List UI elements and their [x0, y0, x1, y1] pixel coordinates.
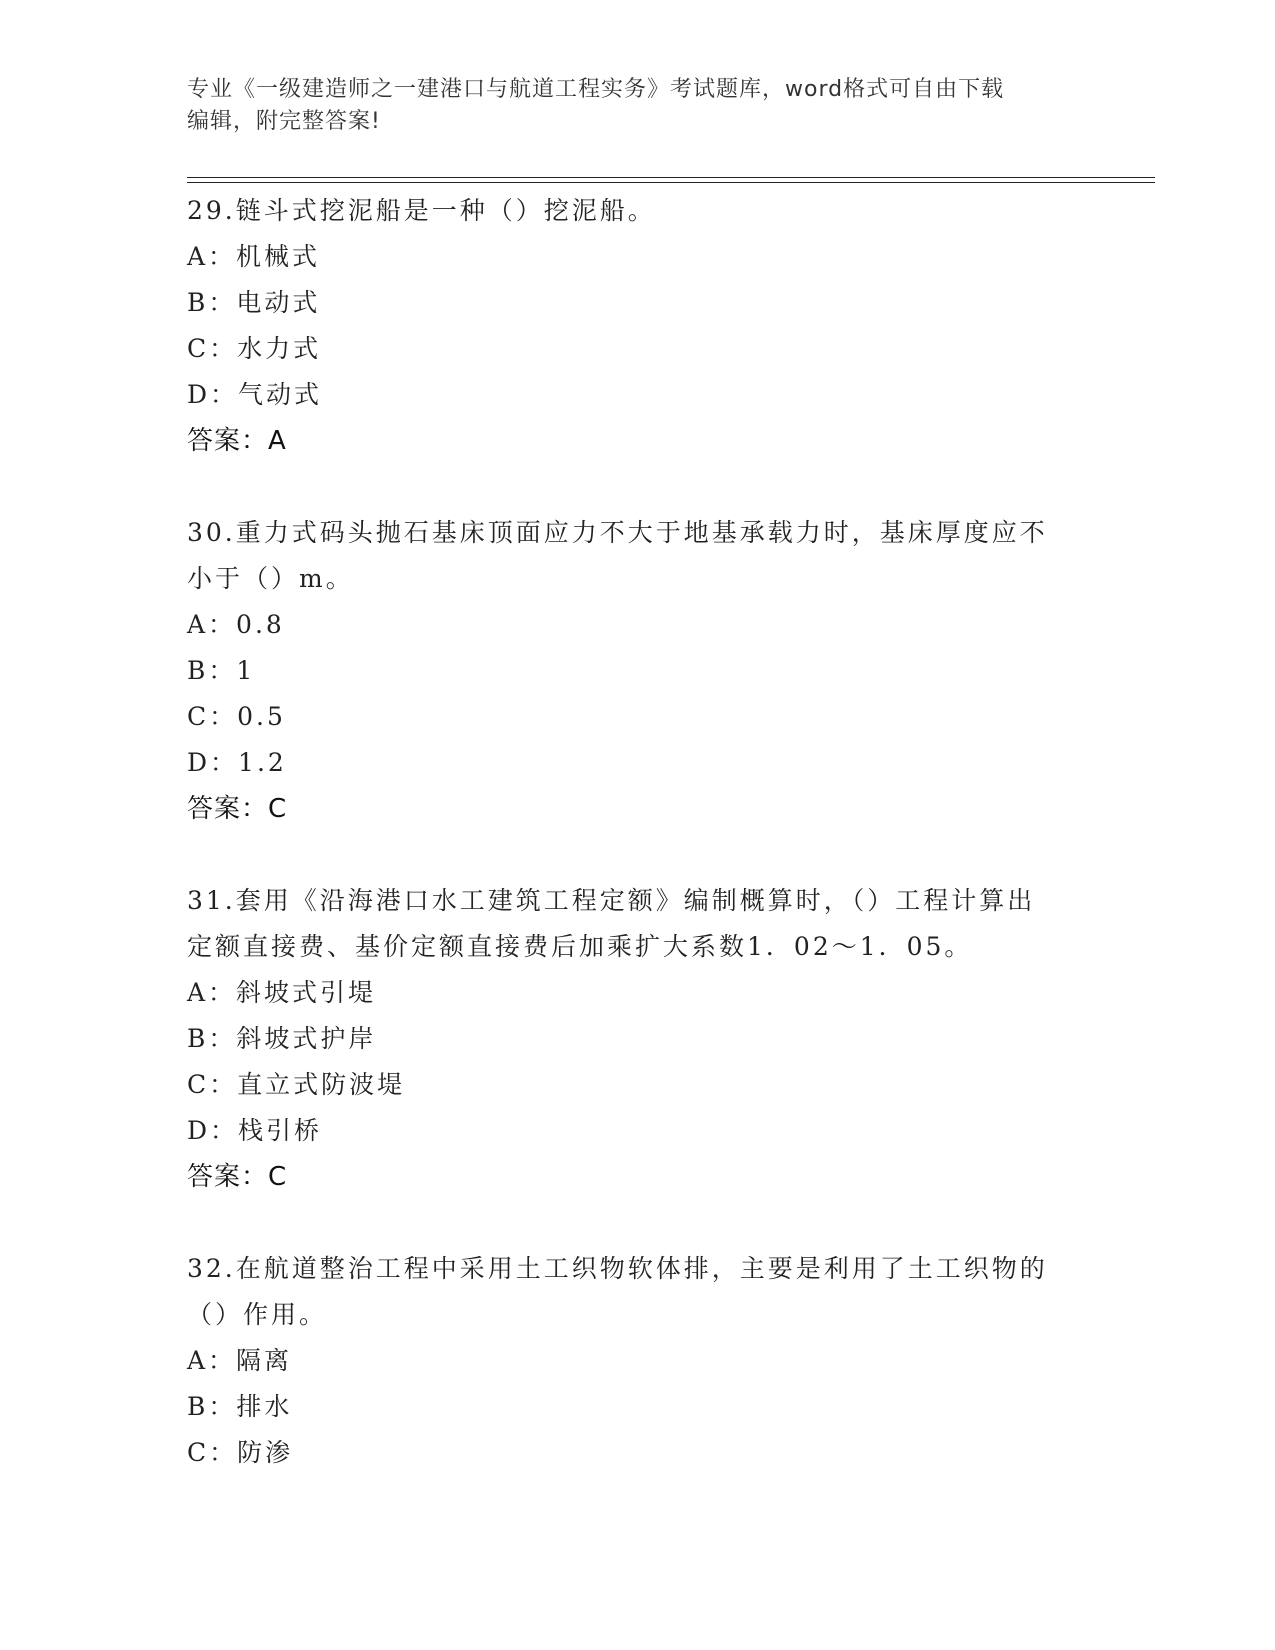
option-c: C：防渗 [187, 1438, 294, 1467]
option-c: C：直立式防波堤 [187, 1070, 406, 1099]
option-b: B：1 [187, 656, 256, 685]
header-line-1: 专业《一级建造师之一建港口与航道工程实务》考试题库，word格式可自由下载 [187, 77, 1005, 102]
option-d: D：栈引桥 [187, 1116, 323, 1145]
option-b: B：排水 [187, 1392, 293, 1421]
option-a: A：隔离 [187, 1346, 293, 1375]
question-stem-continued: 定额直接费、基价定额直接费后加乘扩大系数1．02～1．05。 [187, 932, 973, 961]
question-stem-continued: （）作用。 [187, 1300, 328, 1329]
question-stem: 31.套用《沿海港口水工建筑工程定额》编制概算时，（）工程计算出 [187, 886, 1036, 915]
option-d: D：1.2 [187, 748, 287, 777]
header-divider-top [187, 177, 1155, 178]
question-stem: 29.链斗式挖泥船是一种（）挖泥船。 [187, 196, 656, 225]
option-b: B：斜坡式护岸 [187, 1024, 377, 1053]
question-stem-continued: 小于（）m。 [187, 564, 354, 593]
answer-line: 答案：C [187, 1162, 288, 1192]
question-31 [187, 878, 1087, 1200]
document-header [187, 74, 1067, 138]
option-a: A：斜坡式引堤 [187, 978, 377, 1007]
question-stem: 32.在航道整治工程中采用土工织物软体排，主要是利用了土工织物的 [187, 1254, 1048, 1283]
question-stem: 30.重力式码头抛石基床顶面应力不大于地基承载力时，基床厚度应不 [187, 518, 1048, 547]
question-29 [187, 188, 1087, 464]
option-a: A：0.8 [187, 610, 285, 639]
header-line-2: 编辑，附完整答案! [187, 109, 381, 134]
question-list [187, 188, 1087, 1522]
question-32 [187, 1246, 1087, 1476]
answer-line: 答案：C [187, 794, 288, 824]
option-c: C：0.5 [187, 702, 286, 731]
option-a: A：机械式 [187, 242, 321, 271]
header-divider-bottom [187, 182, 1155, 183]
option-d: D：气动式 [187, 380, 323, 409]
option-c: C：水力式 [187, 334, 322, 363]
answer-line: 答案：A [187, 426, 287, 456]
option-b: B：电动式 [187, 288, 321, 317]
question-30 [187, 510, 1087, 832]
